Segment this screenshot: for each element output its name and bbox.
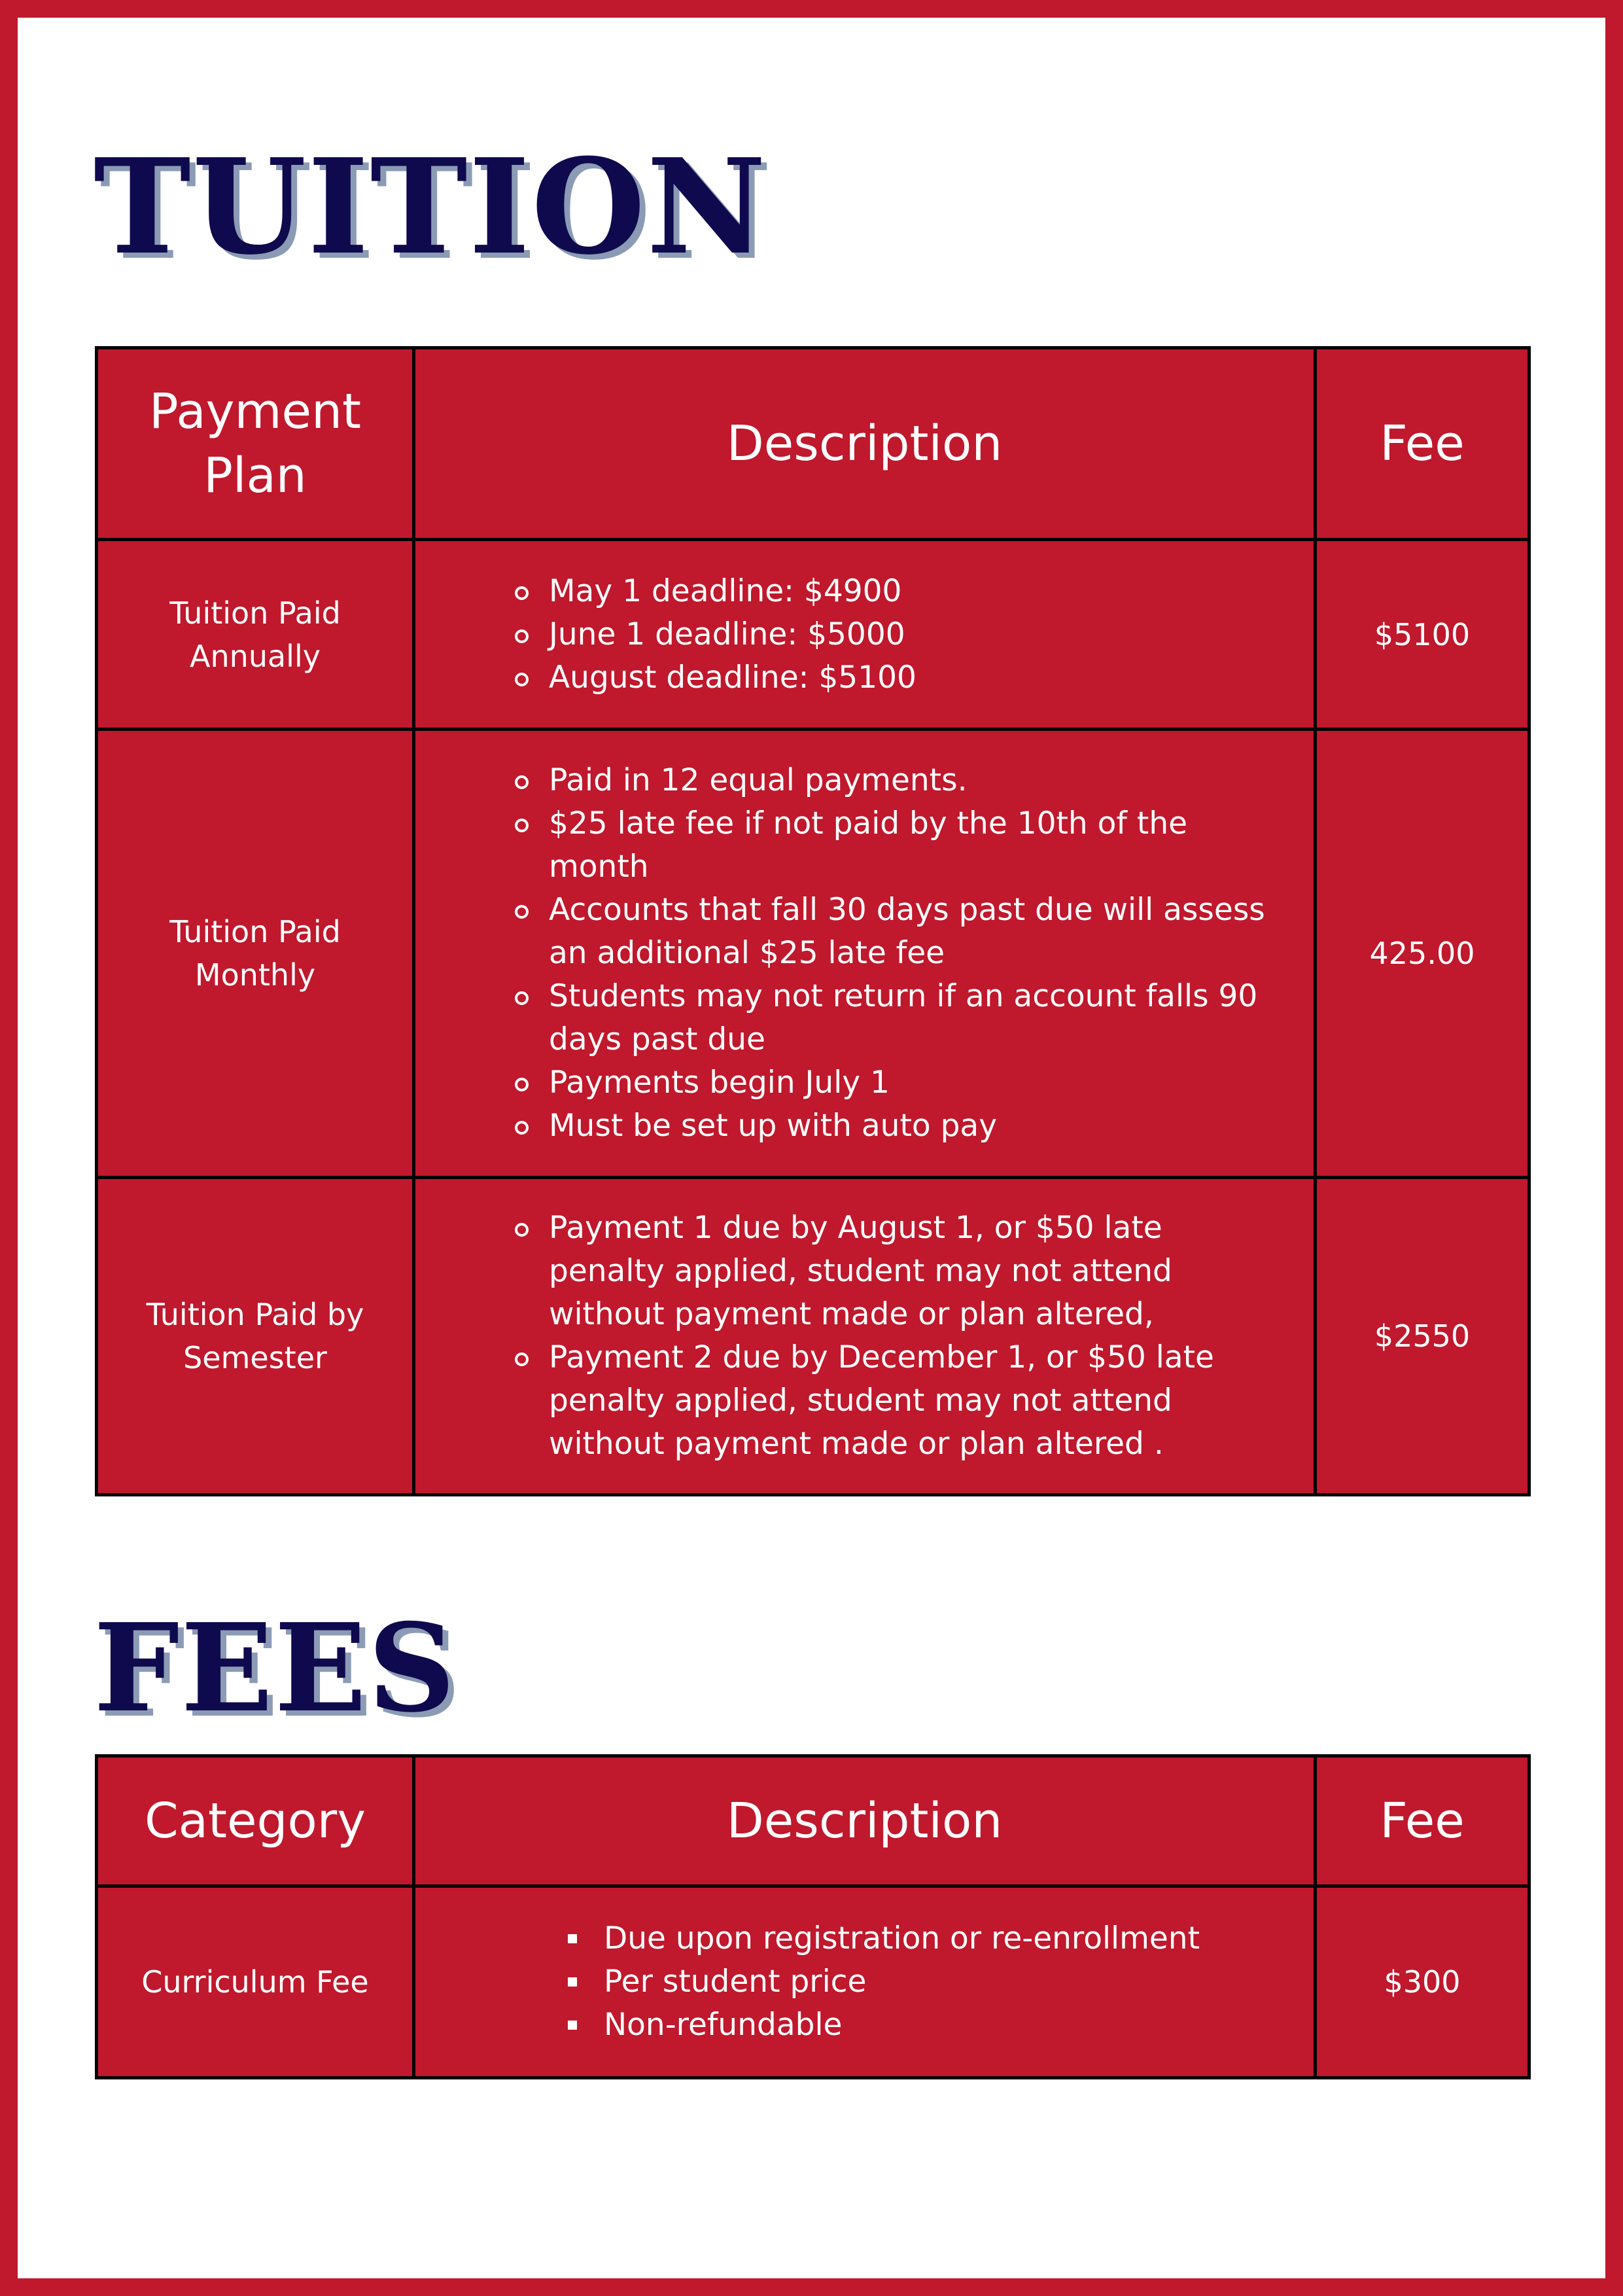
plan-label: Tuition Paid Annually	[169, 595, 341, 674]
list-item: Due upon registration or re-enrollment	[604, 1917, 1297, 1960]
list-item: Students may not return if an account falls 90 days past due	[549, 975, 1268, 1061]
list-item: Paid in 12 equal payments.	[549, 759, 1268, 802]
plan-description	[414, 1178, 1316, 1495]
fee-category: Curriculum Fee	[97, 1886, 414, 2078]
tuition-table	[95, 346, 1531, 1496]
list-item: Non-refundable	[604, 2004, 1297, 2047]
list-item: August deadline: $5100	[549, 656, 1268, 699]
plan-description	[414, 730, 1316, 1178]
fees-heading: FEES	[94, 1597, 457, 1739]
fees-header-row	[97, 1756, 1529, 1886]
header-payment-plan: Payment Plan	[97, 348, 414, 540]
fee-description	[414, 1886, 1316, 2078]
list-item: Payment 2 due by December 1, or $50 late penalty applied, student may not attend without payment made or plan altered .	[549, 1336, 1268, 1466]
table-row	[97, 540, 1529, 730]
list-item: Per student price	[604, 1960, 1297, 2004]
header-category: Category	[97, 1756, 414, 1886]
list-item: Accounts that fall 30 days past due will assess an additional $25 late fee	[549, 889, 1268, 975]
table-row	[97, 1178, 1529, 1495]
header-description: Description	[414, 1756, 1316, 1886]
plan-fee: $5100	[1316, 540, 1529, 730]
plan-description	[414, 540, 1316, 730]
plan-fee: $2550	[1316, 1178, 1529, 1495]
list-item: June 1 deadline: $5000	[549, 613, 1268, 656]
tuition-heading: TUITION	[94, 130, 768, 284]
plan-name	[97, 540, 414, 730]
fee-amount: $300	[1316, 1886, 1529, 2078]
plan-name	[97, 730, 414, 1178]
plan-fee: 425.00	[1316, 730, 1529, 1178]
list-item: Payment 1 due by August 1, or $50 late penalty applied, student may not attend without payment made or plan altered,	[549, 1207, 1268, 1336]
fees-table	[95, 1754, 1531, 2079]
description-list	[549, 759, 1268, 1148]
table-row	[97, 1886, 1529, 2078]
description-list	[549, 1207, 1268, 1466]
description-list	[604, 1917, 1297, 2047]
page	[18, 18, 1605, 2278]
description-list	[549, 570, 1268, 699]
header-description: Description	[414, 348, 1316, 540]
list-item: $25 late fee if not paid by the 10th of the month	[549, 802, 1268, 889]
header-fee: Fee	[1316, 348, 1529, 540]
plan-label: Tuition Paid Monthly	[169, 914, 341, 993]
plan-name	[97, 1178, 414, 1495]
plan-label: Tuition Paid by Semester	[146, 1297, 364, 1375]
list-item: Payments begin July 1	[549, 1061, 1268, 1104]
table-row	[97, 730, 1529, 1178]
list-item: May 1 deadline: $4900	[549, 570, 1268, 613]
list-item: Must be set up with auto pay	[549, 1104, 1268, 1148]
header-fee: Fee	[1316, 1756, 1529, 1886]
tuition-header-row	[97, 348, 1529, 540]
